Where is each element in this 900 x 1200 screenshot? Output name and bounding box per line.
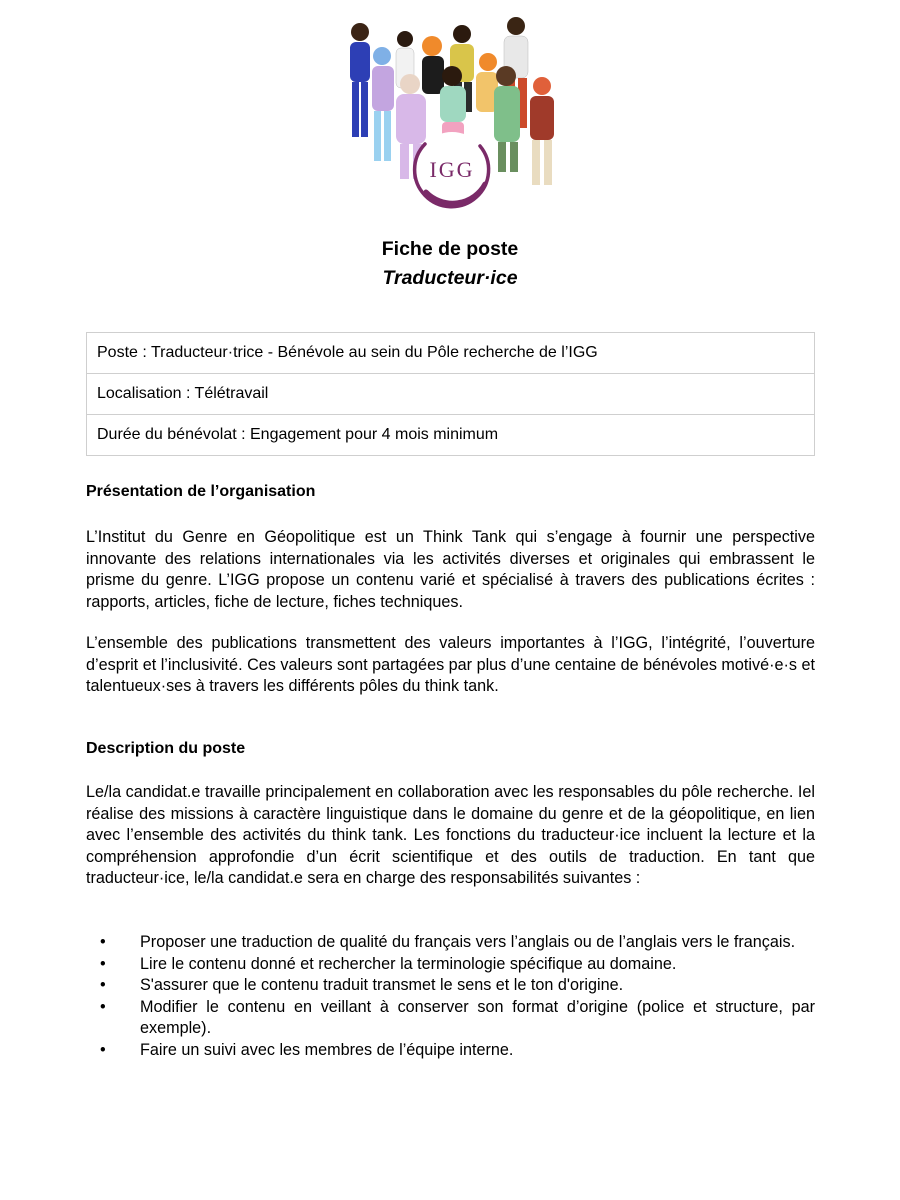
paragraph-organisation-1: L’Institut du Genre en Géopolitique est un Think Tank qui s’engage à fournir une perspective innovante des relations internationales via les activités diverses et originales qui embrassent le prisme du genre. L’IGG propose un contenu varié et spécialisé à travers des publications écrites : rapports, articles, fiche de lecture, fiches techniques.: [86, 528, 815, 611]
list-item: [86, 975, 815, 997]
person-2: [372, 47, 394, 161]
paragraph-organisation-2: L’ensemble des publications transmettent des valeurs importantes à l’IGG, l’intégrité, l’ouverture d’esprit et l’inclusivité. Ces valeurs sont partagées par plus d’une centaine de bénévoles motivé·e·s et talentueux·ses à travers les différents pôles du think tank.: [86, 634, 815, 695]
info-poste: Poste : Traducteur·trice - Bénévole au sein du Pôle recherche de l’IGG: [87, 333, 815, 374]
list-item: [86, 997, 815, 1040]
bullet-icon: •: [100, 933, 106, 951]
section-heading-description: Description du poste: [86, 740, 246, 757]
job-info-table: [86, 332, 815, 456]
bullet-icon: •: [100, 1040, 106, 1059]
title-block: [0, 236, 900, 294]
igg-logo-text: IGG: [429, 157, 475, 182]
bullet-icon: •: [100, 976, 106, 994]
list-item-text: Faire un suivi avec les membres de l’équipe interne.: [140, 1040, 514, 1059]
list-item-text: S'assurer que le contenu traduit transmet le sens et le ton d'origine.: [140, 976, 624, 994]
info-duree: Durée du bénévolat : Engagement pour 4 mois minimum: [87, 415, 815, 456]
paragraph-description: Le/la candidat.e travaille principalement en collaboration avec les responsables du pôle recherche. Iel réalise des missions à caractère linguistique dans le domaine du genre et de la géopolitique, en lien avec l’ensemble des activités du think tank. Les fonctions du traducteur·ice incluent la lecture et la compréhension approfondie d’un écrit scientifique et des outils de traduction. En tant que traducteur·ice, le/la candidat.e sera en charge des responsabilités suivantes :: [86, 783, 815, 887]
section-heading-organisation: Présentation de l’organisation: [86, 483, 316, 500]
table-row: [87, 415, 815, 456]
group-of-people-illustration: [330, 14, 565, 214]
page-subtitle: Traducteur·ice: [382, 267, 518, 289]
responsibilities-list: [86, 932, 815, 1061]
bullet-icon: •: [100, 997, 106, 1016]
person-11: [530, 77, 554, 185]
info-localisation: Localisation : Télétravail: [87, 374, 815, 415]
list-item-text: Proposer une traduction de qualité du français vers l’anglais ou de l’anglais vers le français.: [140, 933, 796, 951]
igg-logo-mark: [415, 132, 489, 207]
list-item-text: Modifier le contenu en veillant à conserver son format d’origine (police et structure, par exemple).: [140, 997, 815, 1037]
person-5: [422, 36, 444, 94]
table-row: [87, 374, 815, 415]
list-item: [86, 932, 815, 954]
list-item: [86, 954, 815, 976]
page-title: Fiche de poste: [381, 238, 519, 260]
list-item: [86, 1040, 815, 1062]
list-item-text: Lire le contenu donné et rechercher la terminologie spécifique au domaine.: [140, 954, 677, 973]
table-row: [87, 333, 815, 374]
bullet-icon: •: [100, 954, 106, 973]
person-1: [350, 23, 370, 137]
igg-logo-illustration: [330, 14, 565, 214]
